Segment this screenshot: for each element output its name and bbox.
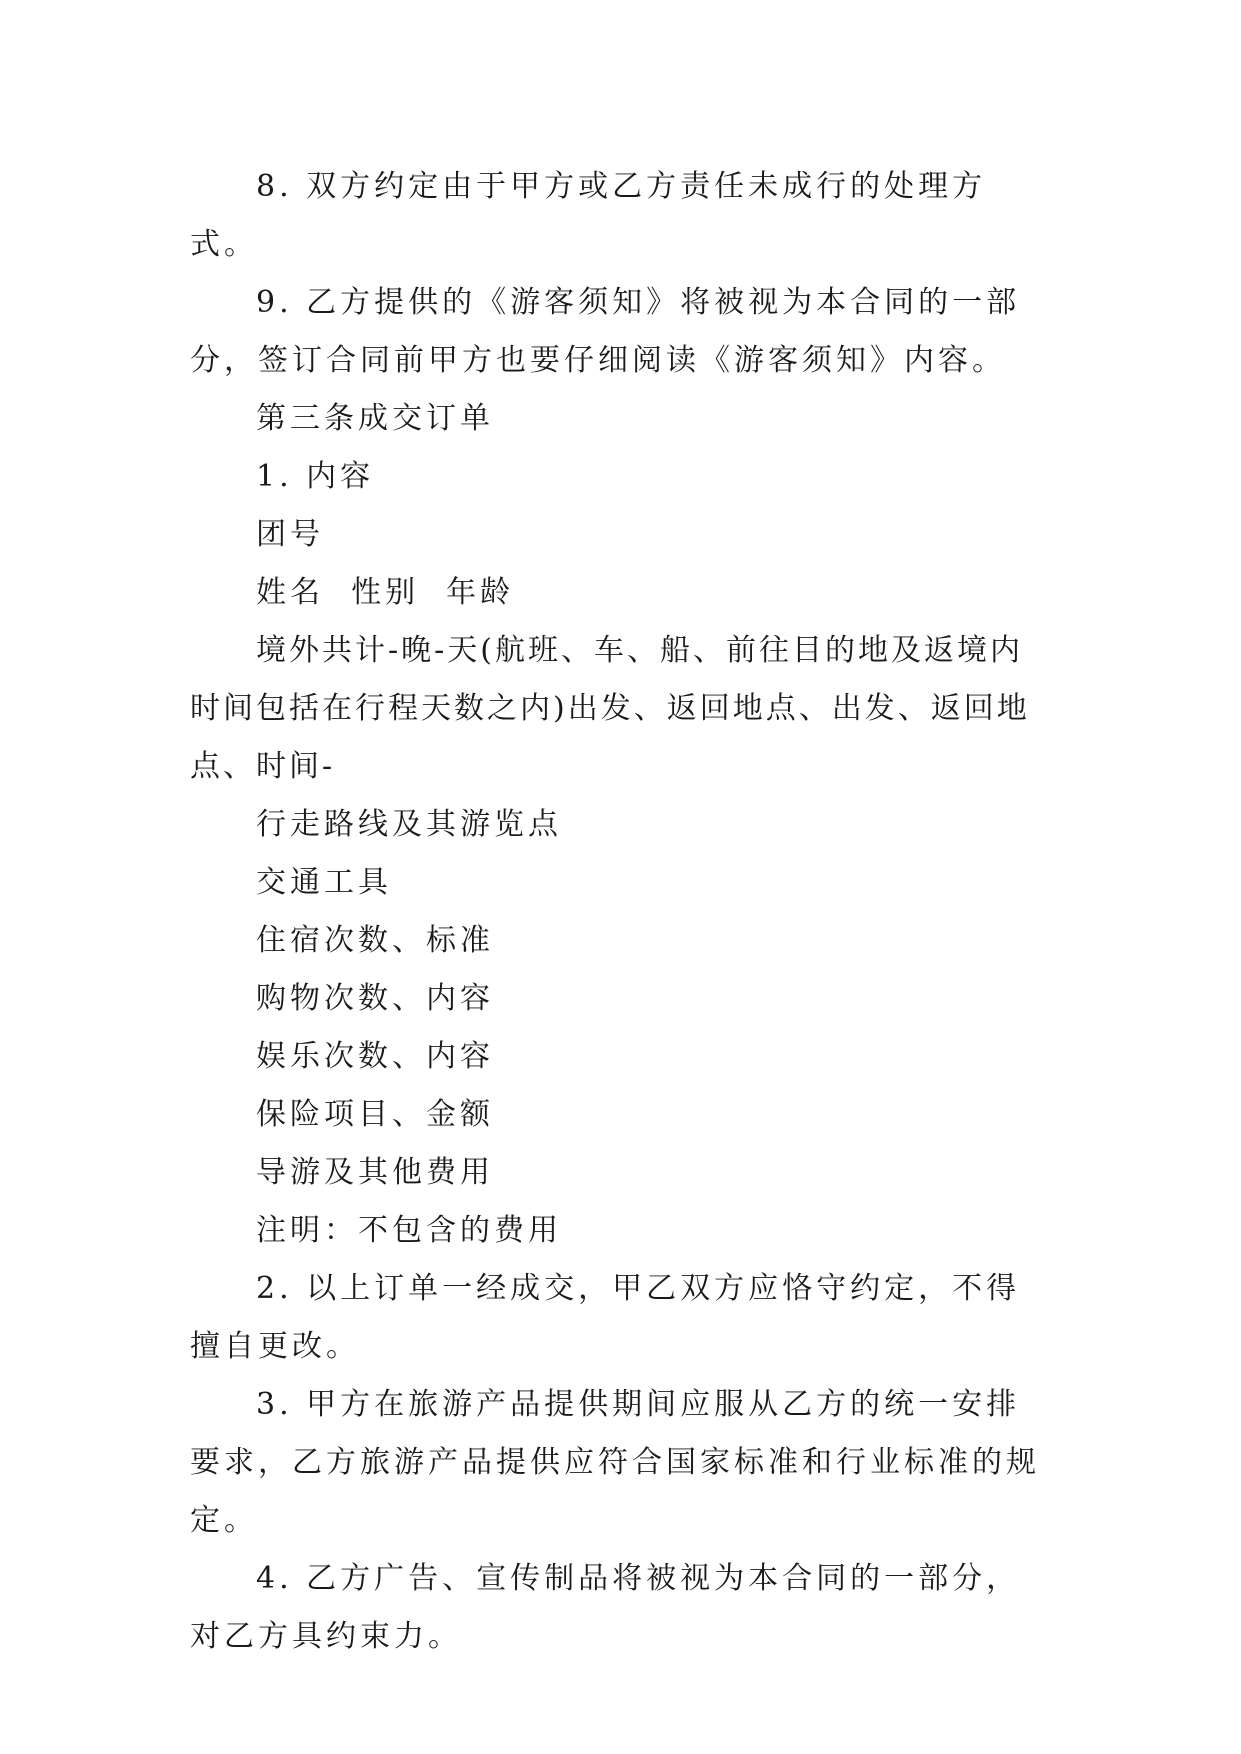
paragraph-clause-8: 8. 双方约定由于甲方或乙方责任未成行的处理方式。 [190, 169, 987, 262]
paragraph-item-3: 3. 甲方在旅游产品提供期间应服从乙方的统一安排要求，乙方旅游产品提供应符合国家标准和行业标准的规定。 [190, 1387, 1040, 1538]
section-heading-article-3: 第三条成交订单 [256, 401, 494, 436]
field-route: 行走路线及其游览点 [256, 807, 562, 842]
field-name-gender-age: 姓名 性别 年龄 [256, 575, 515, 610]
paragraph-itinerary-duration: 境外共计-晚-天(航班、车、船、前往目的地及返境内时间包括在行程天数之内)出发、返回地点、出发、返回地点、时间- [190, 633, 1030, 784]
field-shopping: 购物次数、内容 [256, 981, 494, 1016]
field-excluded-fees: 注明：不包含的费用 [256, 1213, 562, 1248]
field-entertainment: 娱乐次数、内容 [256, 1039, 494, 1074]
field-transport: 交通工具 [256, 865, 392, 900]
paragraph-clause-9: 9. 乙方提供的《游客须知》将被视为本合同的一部分，签订合同前甲方也要仔细阅读《游客须知》内容。 [190, 285, 1021, 378]
field-group-number: 团号 [256, 517, 324, 552]
paragraph-item-1: 1. 内容 [256, 459, 375, 494]
paragraph-item-2: 2. 以上订单一经成交，甲乙双方应恪守约定，不得擅自更改。 [190, 1271, 1021, 1364]
field-guide-fees: 导游及其他费用 [256, 1155, 494, 1190]
document-body [190, 158, 1050, 1666]
field-accommodation: 住宿次数、标准 [256, 923, 494, 958]
paragraph-item-4: 4. 乙方广告、宣传制品将被视为本合同的一部分，对乙方具约束力。 [190, 1561, 1021, 1654]
field-insurance: 保险项目、金额 [256, 1097, 494, 1132]
